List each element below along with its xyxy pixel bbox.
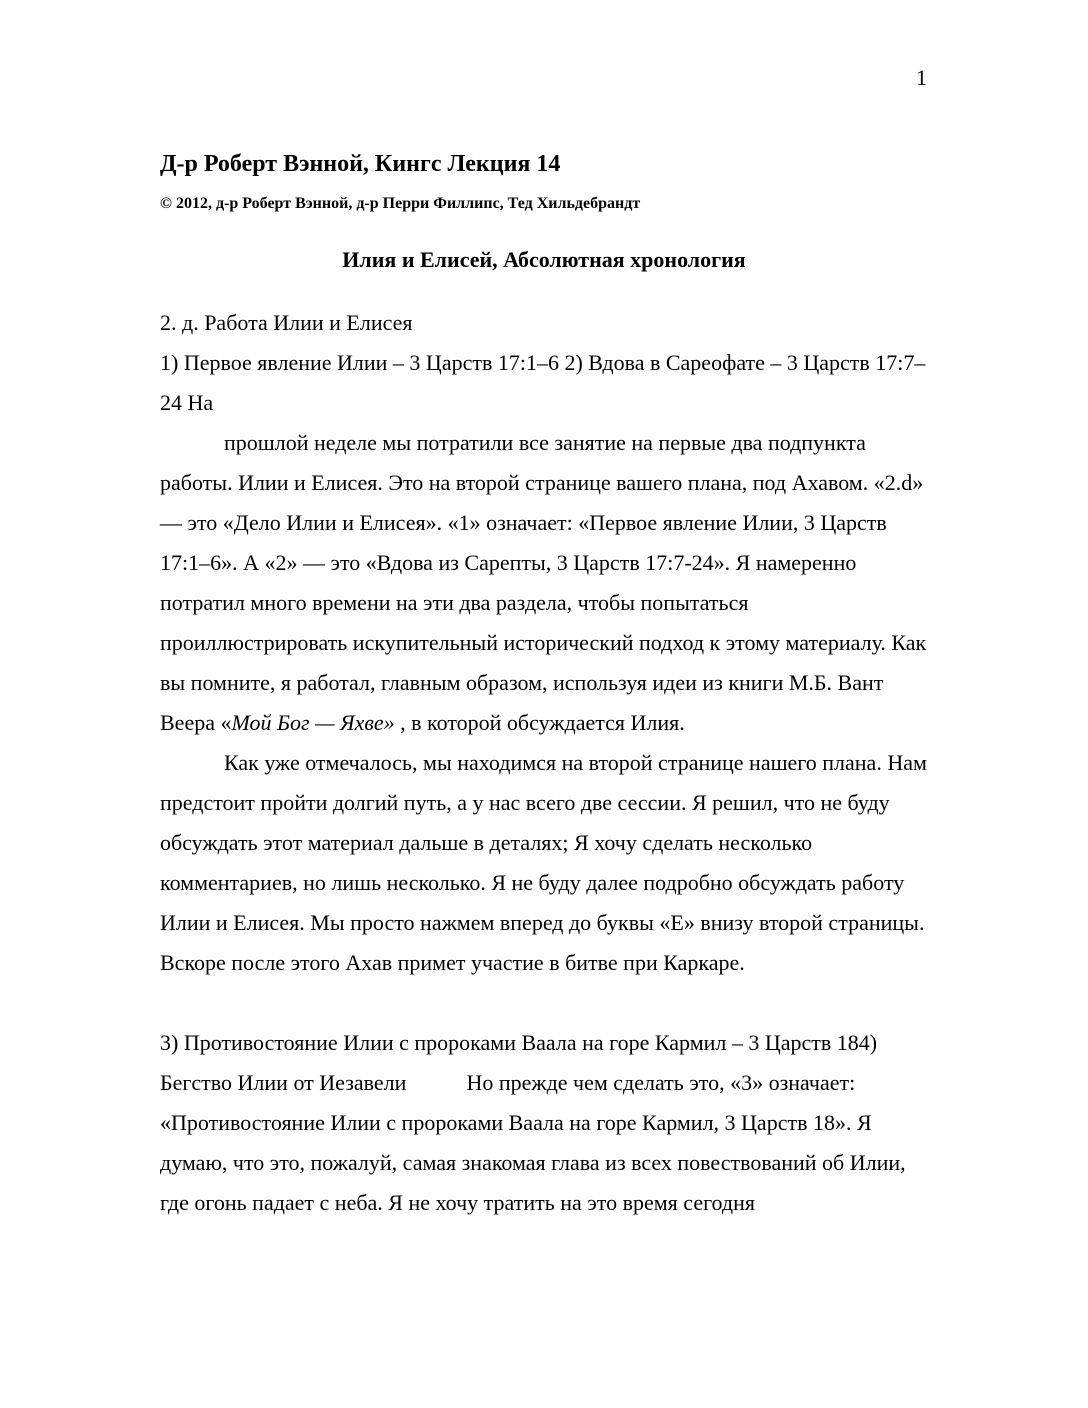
- book-title: Мой Бог — Яхве»: [231, 710, 395, 735]
- paragraph-3-text: Но прежде чем сделать это, «3» означает: «Противостояние Илии с пророками Ваала на горе Кармил, 3 Царств 18». Я думаю, что это, пожалуй, самая знакомая глава из всех повествований об Илии, где огонь падает с неба. Я не хочу тратить на это время сегодня: [160, 1070, 906, 1215]
- paragraph-2: Как уже отмечалось, мы находимся на второй странице нашего плана. Нам предстоит пройти долгий путь, а у нас всего две сессии. Я решил, что не буду обсуждать этот материал дальше в деталях; Я хочу сделать несколько комментариев, но лишь несколько. Я не буду далее подробно обсуждать работу Илии и Елисея. Мы просто нажмем вперед до буквы «Е» внизу второй страницы. Вскоре после этого Ахав примет участие в битве при Каркаре.: [160, 750, 927, 975]
- paragraph-1-text: прошлой неделе мы потратили все занятие на первые два подпункта работы. Илии и Елисея. Это на второй странице вашего плана, под Ахавом. «2.d» — это «Дело Илии и Елисея». «1» означает: «Первое явление Илии, 3 Царств 17:1–6». А «2» — это «Вдова из Сарепты, 3 Царств 17:7-24». Я намеренно потратил много времени на эти два раздела, чтобы попытаться проиллюстрировать искупительный исторический подход к этому материалу. Как вы помните, я работал, главным образом, используя идеи из книги М.Б. Вант Веера «: [160, 430, 927, 735]
- paragraph-1: [160, 423, 928, 743]
- document-title: Д-р Роберт Вэнной, Кингс Лекция 14: [160, 151, 561, 177]
- paragraph-3-heading: 3) Противостояние Илии с пророками Ваала на горе Кармил – 3 Царств 184) Бегство Илии от Иезавели: [160, 1030, 878, 1095]
- paragraph-1-end: , в которой обсуждается Илия.: [394, 710, 685, 735]
- page-number: 1: [916, 65, 927, 90]
- paragraph-3: [160, 1023, 928, 1223]
- outline-line: 1) Первое явление Илии – 3 Царств 17:1–6 2) Вдова в Сареофате – 3 Царств 17:7–24 На: [160, 350, 926, 415]
- document-body: [160, 303, 928, 1223]
- paragraph-gap: [160, 983, 928, 1023]
- copyright-line: © 2012, д-р Роберт Вэнной, д-р Перри Филлипс, Тед Хильдебрандт: [160, 195, 641, 212]
- lecture-subtitle: Илия и Елисей, Абсолютная хронология: [342, 247, 746, 272]
- section-heading: 2. д. Работа Илии и Елисея: [160, 310, 413, 335]
